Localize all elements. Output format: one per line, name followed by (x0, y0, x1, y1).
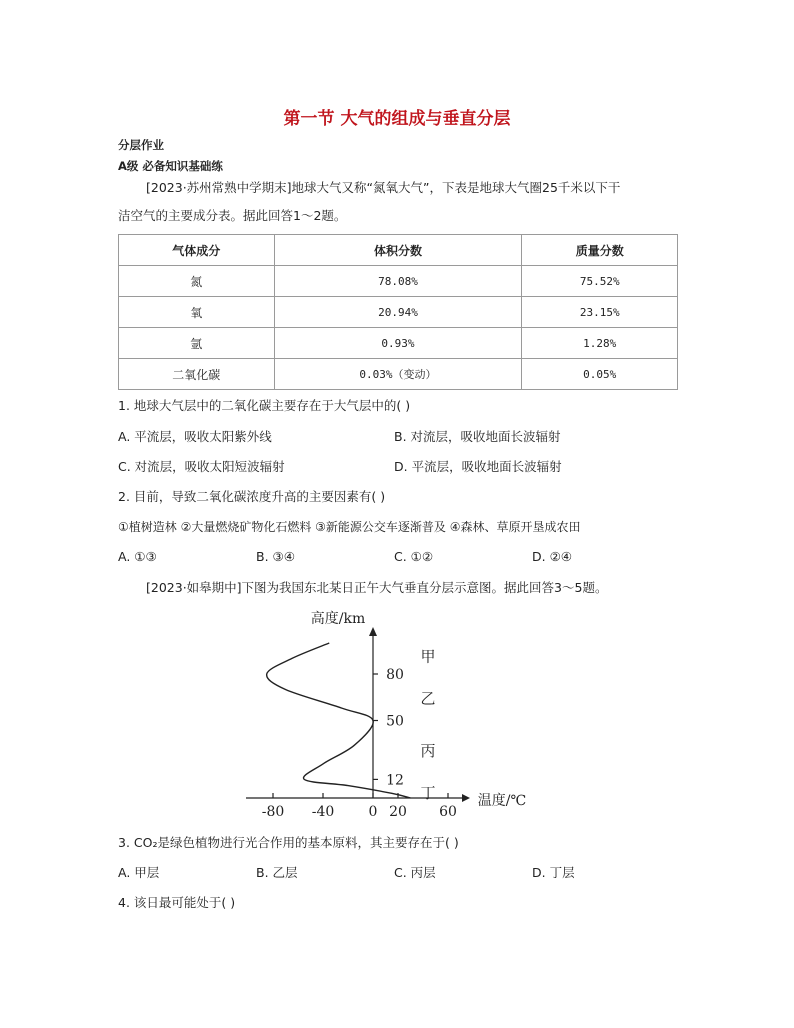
page-title: 第一节 大气的组成与垂直分层 (283, 109, 511, 129)
question-2-option-b: B. ③④ (256, 549, 295, 564)
question-3-option-b: B. 乙层 (256, 865, 298, 880)
y-tick-label: 80 (386, 667, 404, 683)
question-2-stem: 2. 目前，导致二氧化碳浓度升高的主要因素有( ) (118, 489, 386, 504)
question-2-option-a: A. ①③ (118, 549, 157, 564)
table-cell: 氮 (119, 266, 275, 297)
x-axis-arrow-icon (462, 794, 470, 802)
table-header-row (119, 235, 678, 266)
section-heading: 分层作业 (118, 138, 164, 152)
intro2: [2023·如皋期中]下图为我国东北某日正午大气垂直分层示意图。据此回答3～5题。 (146, 580, 608, 595)
y-tick-label: 12 (386, 772, 404, 789)
question-1-option-d: D. 平流层，吸收地面长波辐射 (394, 459, 562, 474)
x-tick-label: 20 (389, 804, 407, 820)
question-3-stem: 3. CO₂是绿色植物进行光合作用的基本原料，其主要存在于( ) (118, 835, 459, 850)
atmosphere-layers-figure (240, 600, 560, 822)
table-cell: 0.03%（变动） (274, 359, 522, 390)
question-3-option-a: A. 甲层 (118, 865, 160, 880)
question-1-stem: 1. 地球大气层中的二氧化碳主要存在于大气层中的( ) (118, 398, 411, 413)
question-2-factors: ①植树造林 ②大量燃烧矿物化石燃料 ③新能源公交车逐渐普及 ④森林、草原开垦成农田 (118, 520, 581, 534)
table-cell: 0.93% (274, 328, 522, 359)
table-header-cell: 体积分数 (274, 235, 522, 266)
table-cell: 78.08% (274, 266, 522, 297)
y-axis-label: 高度/km (310, 611, 366, 627)
table-cell: 23.15% (522, 297, 678, 328)
table-row (119, 328, 678, 359)
x-tick-label: -40 (311, 804, 335, 820)
table-row (119, 266, 678, 297)
intro1-line1: [2023·苏州常熟中学期末]地球大气又称“氮氧大气”，下表是地球大气圈25千米以下干 (146, 180, 621, 195)
table-cell: 0.05% (522, 359, 678, 390)
question-1-option-b: B. 对流层，吸收地面长波辐射 (394, 429, 561, 444)
question-2-option-d: D. ②④ (532, 549, 572, 564)
table-cell: 氧 (119, 297, 275, 328)
layer-label: 丁 (420, 783, 436, 802)
level-heading: A级 必备知识基础练 (118, 159, 223, 173)
y-tick-label: 50 (386, 713, 404, 730)
question-1-option-a: A. 平流层，吸收太阳紫外线 (118, 429, 272, 444)
layer-label: 丙 (420, 741, 436, 760)
layer-label: 甲 (420, 647, 436, 666)
question-3-option-c: C. 丙层 (394, 865, 436, 880)
composition-table (118, 234, 678, 390)
intro1-line2: 洁空气的主要成分表。据此回答1～2题。 (118, 208, 347, 223)
question-4-stem: 4. 该日最可能处于( ) (118, 895, 236, 910)
question-1-option-c: C. 对流层，吸收太阳短波辐射 (118, 459, 285, 474)
layer-label: 乙 (420, 689, 436, 708)
question-3-option-d: D. 丁层 (532, 865, 575, 880)
table-cell: 75.52% (522, 266, 678, 297)
table-cell: 氩 (119, 328, 275, 359)
table-header-cell: 气体成分 (119, 235, 275, 266)
table-cell: 二氧化碳 (119, 359, 275, 390)
table-header-cell: 质量分数 (522, 235, 678, 266)
table-cell: 1.28% (522, 328, 678, 359)
table-row (119, 297, 678, 328)
table-row (119, 359, 678, 390)
question-2-option-c: C. ①② (394, 549, 434, 564)
x-tick-label: 60 (439, 804, 457, 820)
x-tick-label: 0 (368, 804, 378, 820)
x-tick-label: -80 (261, 804, 285, 820)
y-axis-arrow-icon (369, 627, 377, 636)
x-axis-label: 温度/℃ (477, 793, 527, 809)
table-cell: 20.94% (274, 297, 522, 328)
